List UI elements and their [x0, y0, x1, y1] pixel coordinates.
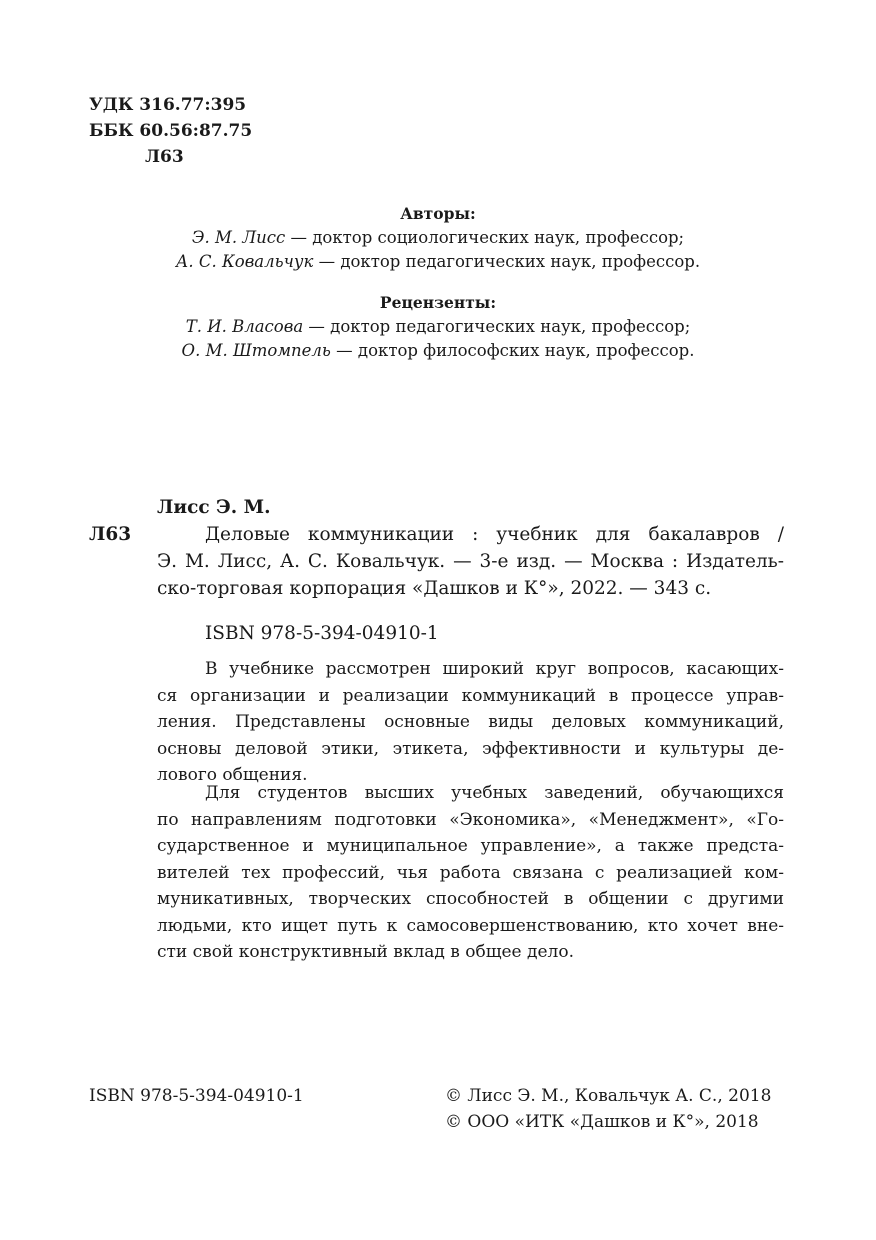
- bib-line: Э. М. Лисс, А. С. Ковальчук. — 3-е изд. — Москва : Издатель-: [157, 551, 784, 572]
- author-name: Э. М. Лисс: [191, 228, 286, 247]
- author-line: [0, 250, 876, 274]
- classification-codes: [89, 92, 252, 170]
- annotation-line: основы деловой этики, этикета, эффективности и культуры де-: [157, 738, 784, 759]
- annotation-line: по направлениям подготовки «Экономика», «Менеджмент», «Го-: [157, 809, 784, 830]
- author-line: [0, 226, 876, 250]
- author-description: — доктор педагогических наук, профессор.: [313, 252, 701, 271]
- author-name: А. С. Ковальчук: [175, 252, 314, 271]
- bib-isbn: ISBN 978-5-394-04910-1: [205, 623, 439, 644]
- reviewer-line: [0, 315, 876, 339]
- annotation-line: ся организации и реализации коммуникаций в процессе управ-: [157, 685, 784, 706]
- bib-author-heading: Лисс Э. М.: [157, 497, 271, 518]
- authors-block: [0, 202, 876, 274]
- bib-author-mark: Л63: [89, 524, 132, 545]
- reviewers-heading: Рецензенты:: [379, 293, 497, 312]
- reviewer-name: Т. И. Власова: [185, 317, 304, 336]
- copyright-authors: © Лисс Э. М., Ковальчук А. С., 2018: [445, 1086, 772, 1106]
- reviewer-description: — доктор философских наук, профессор.: [330, 341, 695, 360]
- reviewer-line: [0, 339, 876, 363]
- annotation-line: В учебнике рассмотрен широкий круг вопросов, касающих-: [205, 659, 784, 679]
- reviewer-name: О. М. Штомпель: [181, 341, 331, 360]
- annotation-line: сударственное и муниципальное управление», а также предста-: [157, 836, 784, 856]
- annotation-line: муникативных, творческих способностей в общении с другими: [157, 889, 784, 909]
- bib-record: [157, 521, 784, 602]
- annotation-paragraph-1: [157, 656, 784, 789]
- bib-line: ско-торговая корпорация «Дашков и К°», 2022. — 343 с.: [157, 578, 712, 599]
- annotation-line: ления. Представлены основные виды деловых коммуникаций,: [157, 712, 784, 732]
- annotation-paragraph-2: [157, 780, 784, 966]
- annotation-line: вителей тех профессий, чья работа связана с реализацией ком-: [157, 862, 784, 883]
- annotation-line: людьми, кто ищет путь к самосовершенствованию, кто хочет вне-: [157, 915, 784, 936]
- annotation-line: Для студентов высших учебных заведений, обучающихся: [205, 783, 784, 803]
- annotation-line: лового общения.: [157, 765, 308, 785]
- author-mark: Л63: [145, 147, 184, 167]
- footer-isbn: ISBN 978-5-394-04910-1: [89, 1086, 304, 1106]
- annotation-line: сти свой конструктивный вклад в общее дело.: [157, 942, 574, 962]
- authors-heading: Авторы:: [400, 204, 476, 223]
- udk-code: УДК 316.77:395: [89, 95, 247, 115]
- bbk-code: ББК 60.56:87.75: [89, 121, 253, 141]
- author-description: — доктор социологических наук, профессор;: [285, 228, 685, 247]
- reviewer-description: — доктор педагогических наук, профессор;: [303, 317, 691, 336]
- copyright-publisher: © ООО «ИТК «Дашков и К°», 2018: [445, 1112, 759, 1132]
- reviewers-block: [0, 291, 876, 363]
- bib-line: Деловые коммуникации : учебник для бакалавров /: [205, 524, 784, 545]
